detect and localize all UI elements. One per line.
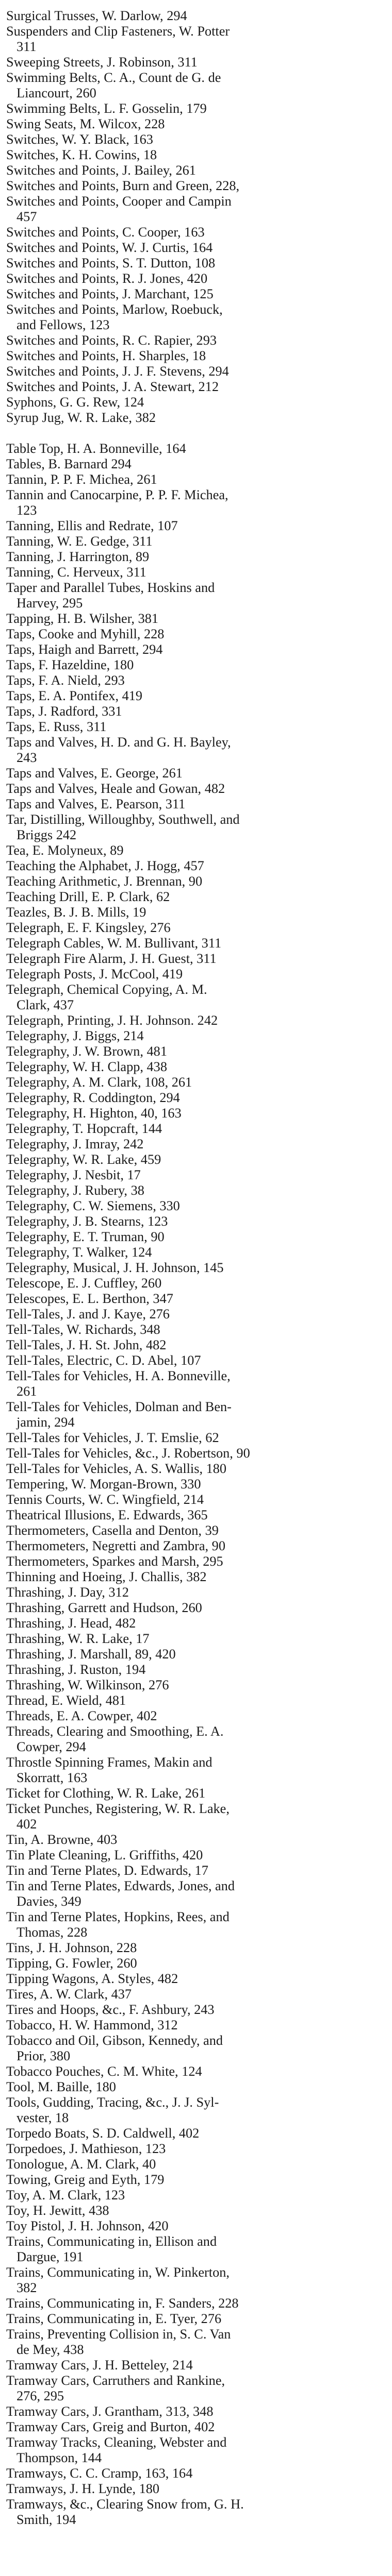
index-entry: Tool, M. Baille, 180 [6, 2079, 116, 2094]
index-entry: Ticket Punches, Registering, W. R. Lake, [6, 1801, 230, 1816]
index-entry: Telegraphy, E. T. Truman, 90 [6, 1229, 165, 1244]
index-entry: Torpedo Boats, S. D. Caldwell, 402 [6, 2126, 200, 2141]
index-entry: Tobacco Pouches, C. M. White, 124 [6, 2064, 202, 2079]
index-entry: Taps, Cooke and Myhill, 228 [6, 626, 165, 641]
index-entry: Tannin and Canocarpine, P. P. F. Michea, [6, 487, 228, 502]
index-entry: Telegraph Fire Alarm, J. H. Guest, 311 [6, 951, 217, 966]
index-entry: Thrashing, W. R. Lake, 17 [6, 1631, 150, 1646]
index-entry: Throstle Spinning Frames, Makin and [6, 1755, 213, 1770]
index-entry: Taps, F. Hazeldine, 180 [6, 657, 134, 672]
index-entry: Tin, A. Browne, 403 [6, 1832, 118, 1847]
index-entry: Telegraph Cables, W. M. Bullivant, 311 [6, 936, 222, 951]
index-entry: Switches and Points, S. T. Dutton, 108 [6, 256, 216, 270]
index-entry: Tramways, &c., Clearing Snow from, G. H. [6, 2497, 244, 2512]
index-entry: Toy, H. Jewitt, 438 [6, 2203, 109, 2218]
index-entry: Telegraphy, R. Coddington, 294 [6, 1090, 180, 1105]
index-entry: Toy, A. M. Clark, 123 [6, 2188, 125, 2202]
index-entry: Thermometers, Negretti and Zambra, 90 [6, 1538, 225, 1553]
index-entry: Syphons, G. G. Rew, 124 [6, 395, 144, 410]
index-entry-continuation: Smith, 194 [17, 2512, 76, 2527]
index-entry-continuation: 123 [17, 503, 37, 518]
index-entry: Tramway Cars, Carruthers and Rankine, [6, 2373, 225, 2388]
index-entry: Taper and Parallel Tubes, Hoskins and [6, 580, 215, 595]
index-entry: Telegraphy, J. Imray, 242 [6, 1137, 144, 1151]
index-entry-continuation: and Fellows, 123 [17, 317, 110, 332]
index-entry: Switches and Points, R. J. Jones, 420 [6, 271, 208, 286]
index-entry-continuation: 243 [17, 750, 37, 765]
index-entry: Switches and Points, J. A. Stewart, 212 [6, 379, 219, 394]
index-entry: Telegraphy, J. Biggs, 214 [6, 1028, 144, 1043]
index-entry: Taps and Valves, H. D. and G. H. Bayley, [6, 735, 231, 750]
index-entry-continuation: Cowper, 294 [17, 1739, 86, 1754]
index-entry: Tannin, P. P. F. Michea, 261 [6, 472, 157, 487]
index-entry-continuation: 311 [17, 39, 37, 54]
index-entry: Taps, Haigh and Barrett, 294 [6, 642, 163, 657]
index-entry: Tennis Courts, W. C. Wingfield, 214 [6, 1492, 204, 1507]
index-entry: Sweeping Streets, J. Robinson, 311 [6, 55, 198, 70]
index-entries [0, 8, 392, 2528]
index-entry: Swimming Belts, C. A., Count de G. de [6, 70, 221, 85]
index-entry: Telegraph, Chemical Copying, A. M. [6, 982, 207, 997]
index-entry: Tell-Tales for Vehicles, &c., J. Robertson, 90 [6, 1446, 250, 1461]
index-entry: Tobacco and Oil, Gibson, Kennedy, and [6, 2033, 223, 2048]
index-entry: Teazles, B. J. B. Mills, 19 [6, 905, 146, 920]
index-entry: Taps and Valves, E. George, 261 [6, 766, 183, 781]
index-entry: Tramways, C. C. Cramp, 163, 164 [6, 2466, 193, 2481]
index-entry: Tonologue, A. M. Clark, 40 [6, 2157, 156, 2172]
index-entry: Switches and Points, R. C. Rapier, 293 [6, 333, 217, 348]
index-entry: Trains, Communicating in, F. Sanders, 228 [6, 2296, 239, 2311]
index-entry: Switches and Points, J. J. F. Stevens, 294 [6, 364, 229, 379]
index-entry: Telegraph Posts, J. McCool, 419 [6, 967, 183, 981]
index-entry: Suspenders and Clip Fasteners, W. Potter [6, 24, 230, 39]
index-entry-continuation: jamin, 294 [17, 1415, 75, 1430]
index-entry-continuation: de Mey, 438 [17, 2342, 84, 2357]
index-entry: Telegraphy, T. Walker, 124 [6, 1245, 152, 1260]
index-entry: Telescopes, E. L. Berthon, 347 [6, 1291, 173, 1306]
index-entry: Tables, B. Barnard 294 [6, 456, 132, 471]
index-entry: Tanning, J. Harrington, 89 [6, 549, 150, 564]
index-entry: Trains, Preventing Collision in, S. C. Van [6, 2327, 231, 2342]
index-entry-continuation: Thompson, 144 [17, 2450, 102, 2465]
index-entry: Tramway Cars, J. H. Betteley, 214 [6, 2358, 193, 2372]
index-entry-continuation: 261 [17, 1384, 37, 1399]
index-entry: Syrup Jug, W. R. Lake, 382 [6, 410, 156, 425]
index-entry: Switches and Points, H. Sharples, 18 [6, 348, 206, 363]
index-entry: Teaching Drill, E. P. Clark, 62 [6, 889, 170, 904]
index-entry: Trains, Communicating in, Ellison and [6, 2234, 217, 2249]
index-entry: Telegraphy, J. Nesbit, 17 [6, 1167, 141, 1182]
index-entry: Teaching Arithmetic, J. Brennan, 90 [6, 874, 203, 889]
index-entry: Tapping, H. B. Wilsher, 381 [6, 611, 159, 626]
index-entry: Tramway Cars, Greig and Burton, 402 [6, 2419, 215, 2434]
index-entry-continuation: Thomas, 228 [17, 1925, 88, 1940]
index-entry: Telegraphy, H. Highton, 40, 163 [6, 1106, 182, 1121]
index-entry: Tramways, J. H. Lynde, 180 [6, 2481, 160, 2496]
index-entry: Thrashing, J. Marshall, 89, 420 [6, 1647, 176, 1662]
index-entry: Thrashing, J. Head, 482 [6, 1616, 136, 1631]
index-entry: Taps, J. Radford, 331 [6, 704, 122, 719]
index-entry: Thrashing, W. Wilkinson, 276 [6, 1677, 169, 1692]
index-entry: Tanning, W. E. Gedge, 311 [6, 534, 153, 549]
index-entry: Teaching the Alphabet, J. Hogg, 457 [6, 858, 204, 873]
index-entry: Tell-Tales for Vehicles, A. S. Wallis, 180 [6, 1461, 227, 1476]
index-entry: Tin and Terne Plates, Hopkins, Rees, and [6, 1909, 230, 1924]
index-entry: Towing, Greig and Eyth, 179 [6, 2172, 165, 2187]
index-entry-continuation: Briggs 242 [17, 827, 77, 842]
index-entry: Switches, K. H. Cowins, 18 [6, 147, 157, 162]
index-entry-continuation: vester, 18 [17, 2110, 69, 2125]
index-entry: Tipping Wagons, A. Styles, 482 [6, 1971, 178, 1986]
index-entry: Table Top, H. A. Bonneville, 164 [6, 441, 186, 456]
index-entry: Telegraphy, W. H. Clapp, 438 [6, 1059, 167, 1074]
index-entry: Taps and Valves, E. Pearson, 311 [6, 796, 186, 811]
index-entry-continuation: Harvey, 295 [17, 596, 83, 611]
index-entry: Telegraphy, Musical, J. H. Johnson, 145 [6, 1260, 224, 1275]
index-entry: Trains, Communicating in, W. Pinkerton, [6, 2265, 230, 2280]
index-entry: Tools, Gudding, Tracing, &c., J. J. Syl- [6, 2095, 219, 2110]
index-entry: Telescope, E. J. Cuffley, 260 [6, 1276, 162, 1291]
index-entry-continuation: Dargue, 191 [17, 2249, 84, 2264]
index-entry: Tires and Hoops, &c., F. Ashbury, 243 [6, 2002, 215, 2017]
index-entry-continuation: 276, 295 [17, 2388, 64, 2403]
index-entry: Telegraphy, A. M. Clark, 108, 261 [6, 1075, 192, 1090]
index-entry: Telegraph, E. F. Kingsley, 276 [6, 920, 171, 935]
index-entry: Tin and Terne Plates, D. Edwards, 17 [6, 1863, 208, 1878]
index-entry: Switches and Points, Marlow, Roebuck, [6, 302, 223, 317]
index-entry: Tell-Tales, J. and J. Kaye, 276 [6, 1307, 170, 1321]
index-entry: Swing Seats, M. Wilcox, 228 [6, 116, 165, 131]
index-entry: Thinning and Hoeing, J. Challis, 382 [6, 1569, 207, 1584]
index-entry-continuation: 382 [17, 2280, 37, 2295]
index-entry-continuation: 457 [17, 209, 37, 224]
index-entry: Switches and Points, Cooper and Campin [6, 194, 232, 209]
index-entry: Trains, Communicating in, E. Tyer, 276 [6, 2311, 222, 2326]
index-entry: Tin and Terne Plates, Edwards, Jones, and [6, 1878, 235, 1893]
section-gap [0, 426, 392, 441]
index-entry: Telegraphy, W. R. Lake, 459 [6, 1152, 161, 1167]
index-entry: Ticket for Clothing, W. R. Lake, 261 [6, 1786, 206, 1801]
index-entry: Switches and Points, C. Cooper, 163 [6, 225, 205, 240]
index-entry: Tea, E. Molyneux, 89 [6, 843, 124, 858]
index-entry-continuation: Skorratt, 163 [17, 1770, 88, 1785]
index-entry: Switches, W. Y. Black, 163 [6, 132, 153, 147]
index-entry: Torpedoes, J. Mathieson, 123 [6, 2141, 166, 2156]
index-entry: Tires, A. W. Clark, 437 [6, 1987, 132, 2002]
index-entry: Tin Plate Cleaning, L. Griffiths, 420 [6, 1848, 203, 1862]
index-entry: Tell-Tales for Vehicles, J. T. Emslie, 62 [6, 1430, 219, 1445]
index-entry-continuation: Clark, 437 [17, 997, 74, 1012]
index-entry-continuation: 402 [17, 1817, 37, 1832]
index-entry: Tell-Tales, J. H. St. John, 482 [6, 1337, 167, 1352]
index-entry: Telegraphy, T. Hopcraft, 144 [6, 1121, 162, 1136]
index-entry: Tar, Distilling, Willoughby, Southwell, and [6, 812, 240, 827]
index-entry: Switches and Points, W. J. Curtis, 164 [6, 240, 213, 255]
index-entry: Tipping, G. Fowler, 260 [6, 1956, 137, 1971]
index-entry: Thread, E. Wield, 481 [6, 1693, 126, 1708]
index-entry: Telegraphy, J. W. Brown, 481 [6, 1044, 167, 1059]
index-entry: Theatrical Illusions, E. Edwards, 365 [6, 1507, 208, 1522]
index-entry: Taps, E. Russ, 311 [6, 719, 107, 734]
index-entry: Tramway Cars, J. Grantham, 313, 348 [6, 2404, 214, 2419]
index-entry: Switches and Points, J. Bailey, 261 [6, 163, 196, 178]
index-entry: Tempering, W. Morgan-Brown, 330 [6, 1477, 201, 1492]
index-entry: Thrashing, J. Day, 312 [6, 1585, 129, 1600]
index-entry: Telegraphy, J. Rubery, 38 [6, 1183, 144, 1198]
index-entry: Swimming Belts, L. F. Gosselin, 179 [6, 101, 207, 116]
index-entry: Switches and Points, Burn and Green, 228, [6, 178, 240, 193]
index-entry: Tanning, Ellis and Redrate, 107 [6, 518, 178, 533]
index-entry: Tell-Tales for Vehicles, H. A. Bonneville, [6, 1368, 231, 1383]
index-entry: Tell-Tales, W. Richards, 348 [6, 1322, 160, 1337]
index-entry: Telegraphy, C. W. Siemens, 330 [6, 1198, 180, 1213]
index-entry: Tins, J. H. Johnson, 228 [6, 1940, 137, 1955]
index-entry: Taps, E. A. Pontifex, 419 [6, 688, 143, 703]
index-entry: Tell-Tales, Electric, C. D. Abel, 107 [6, 1353, 201, 1368]
index-entry: Thrashing, J. Ruston, 194 [6, 1662, 146, 1677]
index-entry: Threads, E. A. Cowper, 402 [6, 1708, 157, 1723]
index-entry-continuation: Prior, 380 [17, 2048, 71, 2063]
index-entry: Threads, Clearing and Smoothing, E. A. [6, 1724, 224, 1739]
index-entry: Toy Pistol, J. H. Johnson, 420 [6, 2218, 169, 2233]
index-entry: Surgical Trusses, W. Darlow, 294 [6, 8, 187, 23]
index-entry: Tramway Tracks, Cleaning, Webster and [6, 2435, 227, 2450]
index-entry: Telegraph, Printing, J. H. Johnson. 242 [6, 1013, 218, 1028]
index-entry-continuation: Davies, 349 [17, 1894, 81, 1909]
index-entry: Thrashing, Garrett and Hudson, 260 [6, 1600, 202, 1615]
index-entry: Taps, F. A. Nield, 293 [6, 673, 125, 688]
index-entry: Telegraphy, J. B. Stearns, 123 [6, 1214, 168, 1229]
index-entry: Thermometers, Sparkes and Marsh, 295 [6, 1554, 223, 1569]
index-entry-continuation: Liancourt, 260 [17, 86, 96, 100]
index-entry: Thermometers, Casella and Denton, 39 [6, 1523, 219, 1538]
index-entry: Tanning, C. Herveux, 311 [6, 565, 146, 580]
index-entry: Taps and Valves, Heale and Gowan, 482 [6, 781, 225, 796]
index-entry: Switches and Points, J. Marchant, 125 [6, 286, 214, 301]
index-entry: Tell-Tales for Vehicles, Dolman and Ben- [6, 1399, 232, 1414]
index-entry: Tobacco, H. W. Hammond, 312 [6, 2018, 178, 2032]
